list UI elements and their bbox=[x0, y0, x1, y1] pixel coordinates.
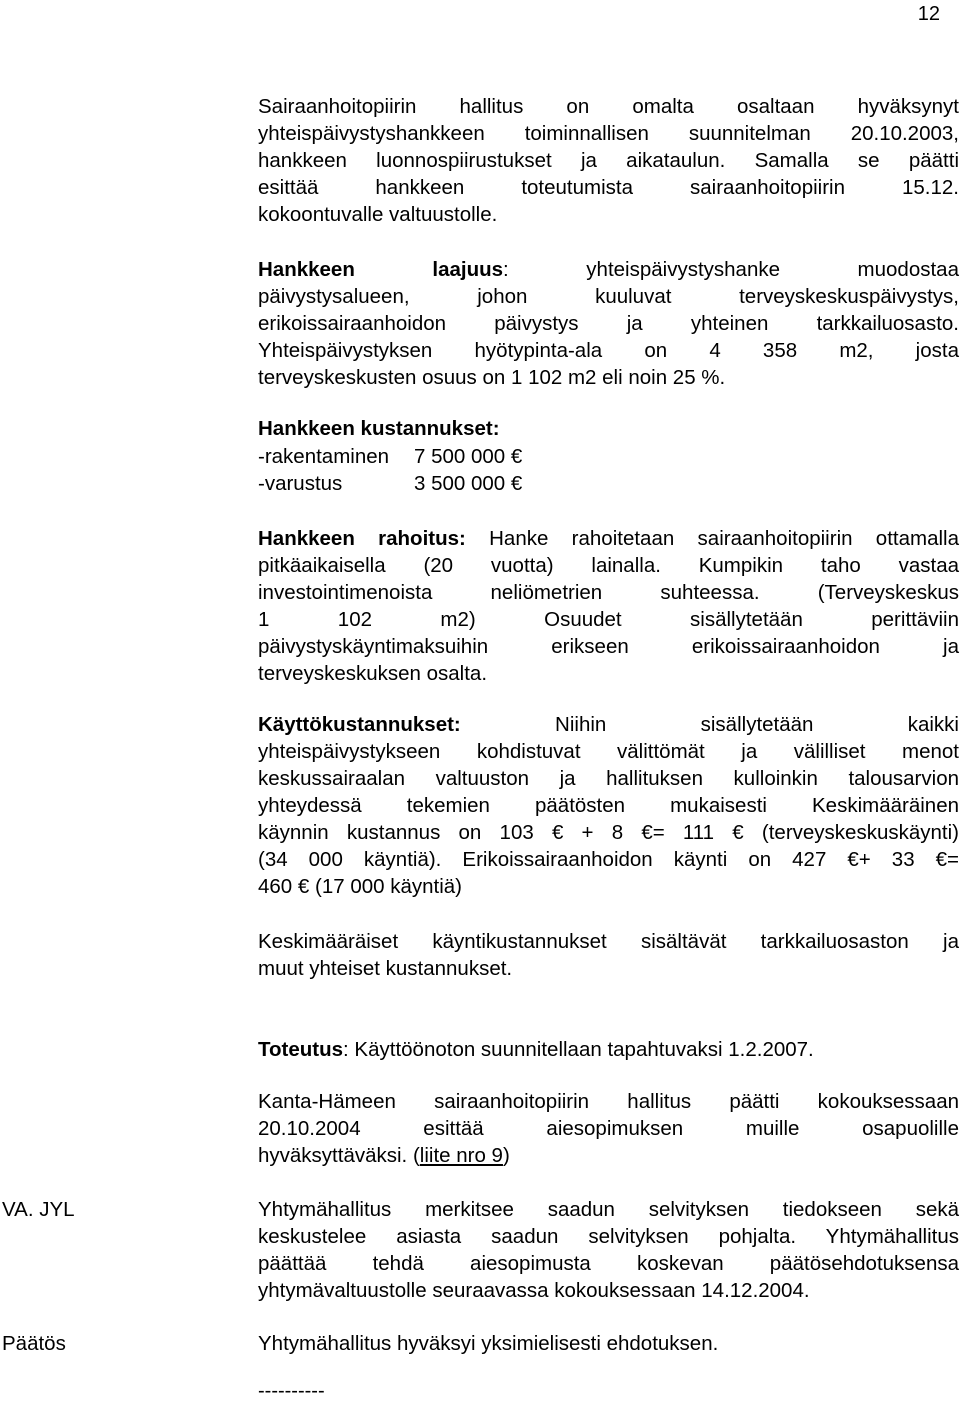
paragraph-board-approval bbox=[258, 93, 959, 228]
text-line bbox=[258, 525, 959, 552]
text-fragment: Niihin sisällytetään kaikki bbox=[460, 713, 959, 736]
text-line: terveyskeskusten osuus on 1 102 m2 eli noin 25 %. bbox=[258, 366, 726, 389]
cost-value: 7 500 000 € bbox=[414, 445, 523, 468]
text-line: Yhteispäivystyksen hyötypinta-ala on 4 358 m2, josta bbox=[258, 339, 959, 362]
text-fragment: ) bbox=[502, 1144, 510, 1167]
paragraph-kanta-hame bbox=[258, 1088, 959, 1169]
text-line: hankkeen luonnospiirustukset ja aikataulun. Samalla se päätti bbox=[258, 149, 959, 172]
text-line: päättää tehdä aiesopimusta koskevan päätösehdotuksensa bbox=[258, 1252, 959, 1275]
side-label-decision: Päätös bbox=[2, 1332, 66, 1355]
text-line: (34 000 käyntiä). Erikoissairaanhoidon käynti on 427 €+ 33 €= bbox=[258, 848, 959, 871]
text-fragment: : Käyttöönoton suunnitellaan tapahtuvaksi 1.2.2007. bbox=[343, 1038, 814, 1061]
text-line: erikoissairaanhoidon päivystys ja yhteinen tarkkailuosasto. bbox=[258, 312, 959, 335]
text-line: investointimenoista neliömetrien suhteessa. (Terveyskeskus bbox=[258, 581, 959, 604]
text-line: yhteydessä tekemien päätösten mukaisesti Keskimääräinen bbox=[258, 794, 959, 817]
cost-row-construction bbox=[258, 443, 522, 470]
text-line: muut yhteiset kustannukset. bbox=[258, 957, 513, 980]
text-line: Yhtymähallitus hyväksyi yksimielisesti ehdotuksen. bbox=[258, 1332, 719, 1355]
costs-heading bbox=[258, 415, 959, 442]
text-fragment: Hanke rahoitetaan sairaanhoitopiirin ottamalla bbox=[465, 527, 959, 550]
paragraph-project-scope bbox=[258, 256, 959, 391]
text-line bbox=[258, 1142, 959, 1169]
text-line bbox=[258, 256, 959, 283]
paragraph-decision bbox=[258, 1330, 959, 1357]
paragraph-implementation bbox=[258, 1036, 959, 1063]
text-line: 460 € (17 000 käyntiä) bbox=[258, 875, 462, 898]
text-line: keskustelee asiasta saadun selvityksen pohjalta. Yhtymähallitus bbox=[258, 1225, 959, 1248]
text-fragment: : yhteispäivystyshanke muodostaa bbox=[503, 258, 959, 281]
text-line: Keskimääräiset käyntikustannukset sisältävät tarkkailuosaston ja bbox=[258, 930, 959, 953]
paragraph-funding bbox=[258, 525, 959, 687]
text-line: 20.10.2004 esittää aiesopimuksen muille osapuolille bbox=[258, 1117, 959, 1140]
text-line: yhteispäivystykseen kohdistuvat välittömät ja välilliset menot bbox=[258, 740, 959, 763]
text-line: käynnin kustannus on 103 € + 8 €= 111 € (terveyskeskuskäynti) bbox=[258, 821, 959, 844]
implementation-heading: Toteutus bbox=[258, 1038, 344, 1061]
text-line: keskussairaalan valtuuston ja hallituksen kulloinkin talousarvion bbox=[258, 767, 959, 790]
scope-heading: Hankkeen laajuus bbox=[258, 258, 504, 281]
costs-heading-text: Hankkeen kustannukset: bbox=[258, 417, 500, 440]
text-line: päivystysalueen, johon kuuluvat terveyskeskuspäivystys, bbox=[258, 285, 959, 308]
cost-row-equipment bbox=[258, 470, 522, 497]
cost-label: -varustus bbox=[258, 472, 343, 495]
text-line: Yhtymähallitus merkitsee saadun selvityksen tiedokseen sekä bbox=[258, 1198, 959, 1221]
cost-value: 3 500 000 € bbox=[414, 472, 523, 495]
side-label-va-jyl: VA. JYL bbox=[2, 1198, 75, 1221]
separator: ---------- bbox=[258, 1380, 325, 1402]
page-number: 12 bbox=[917, 3, 940, 25]
funding-heading: Hankkeen rahoitus: bbox=[258, 527, 466, 550]
paragraph-average-costs bbox=[258, 928, 959, 982]
text-line: yhtymävaltuustolle seuraavassa kokouksessaan 14.12.2004. bbox=[258, 1279, 810, 1302]
text-line: Sairaanhoitopiirin hallitus on omalta osaltaan hyväksynyt bbox=[258, 95, 959, 118]
text-line: päivystyskäyntimaksuihin erikseen erikoissairaanhoidon ja bbox=[258, 635, 959, 658]
text-line bbox=[258, 1036, 959, 1063]
text-line: kokoontuvalle valtuustolle. bbox=[258, 203, 498, 226]
text-line: esittää hankkeen toteutumista sairaanhoitopiirin 15.12. bbox=[258, 176, 959, 199]
attachment-link[interactable]: liite nro 9 bbox=[419, 1144, 503, 1167]
text-fragment: hyväksyttäväksi. ( bbox=[258, 1144, 420, 1167]
text-line: Kanta-Hämeen sairaanhoitopiirin hallitus päätti kokouksessaan bbox=[258, 1090, 959, 1113]
text-line bbox=[258, 711, 959, 738]
text-line: yhteispäivystyshankkeen toiminnallisen suunnitelman 20.10.2003, bbox=[258, 122, 959, 145]
cost-label: -rakentaminen bbox=[258, 445, 390, 468]
paragraph-operating-costs bbox=[258, 711, 959, 900]
paragraph-proposal bbox=[258, 1196, 959, 1304]
text-line: pitkäaikaisella (20 vuotta) lainalla. Kumpikin taho vastaa bbox=[258, 554, 959, 577]
text-line: terveyskeskuksen osalta. bbox=[258, 662, 488, 685]
text-line: 1 102 m2) Osuudet sisällytetään perittäviin bbox=[258, 608, 959, 631]
operating-heading: Käyttökustannukset: bbox=[258, 713, 461, 736]
